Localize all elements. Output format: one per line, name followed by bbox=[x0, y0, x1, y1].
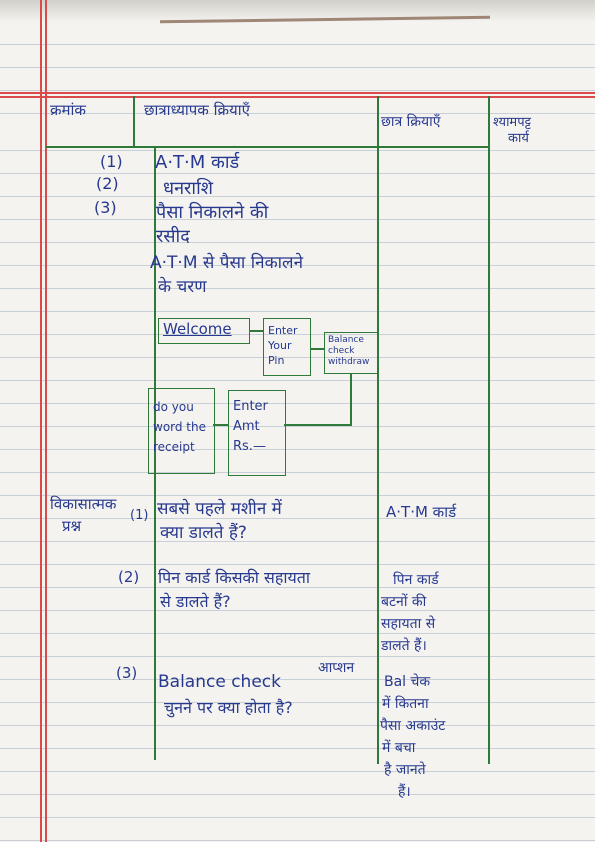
question-3-number: (3) bbox=[116, 664, 138, 682]
question-2-number: (2) bbox=[118, 568, 140, 586]
flow-enter-pin-label: Enter Your Pin bbox=[268, 324, 298, 367]
intro-item-3-line-2: रसीद bbox=[156, 226, 190, 247]
question-1-line-2: क्या डालते हैं? bbox=[160, 523, 247, 543]
question-1-number: (1) bbox=[130, 508, 149, 523]
flow-connector-2 bbox=[310, 348, 324, 350]
flow-box-enter-amount bbox=[228, 390, 286, 476]
question-2-line-2: से डालते हैं? bbox=[160, 592, 231, 611]
questions-label-line-2: प्रश्न bbox=[62, 517, 82, 535]
question-3-line-1: Balance check bbox=[158, 672, 281, 692]
answer-2-line-3: सहायता से bbox=[381, 616, 436, 632]
flow-connector-3 bbox=[350, 373, 352, 425]
answer-3-line-2: में कितना bbox=[382, 696, 429, 712]
header-blackboard-work-2: कार्य bbox=[508, 131, 529, 146]
flow-connector-4 bbox=[284, 424, 352, 426]
flow-receipt-label: do you word the receipt bbox=[153, 400, 207, 454]
questions-label-line-1: विकासात्मक bbox=[50, 495, 117, 513]
margin-line-left bbox=[40, 0, 42, 842]
answer-3-line-1: Bal चेक bbox=[384, 674, 431, 690]
intro-number-1: (1) bbox=[100, 152, 123, 171]
intro-number-2: (2) bbox=[96, 174, 119, 193]
flow-balance-label: Balance check withdraw bbox=[328, 335, 370, 367]
header-serial: क्रमांक bbox=[50, 101, 86, 119]
question-2-line-1: पिन कार्ड किसकी सहायता bbox=[158, 568, 311, 587]
answer-1: A·T·M कार्ड bbox=[386, 503, 457, 521]
answer-2-line-4: डालते हैं। bbox=[381, 638, 427, 654]
header-rule bbox=[46, 146, 488, 148]
flow-enter-amount-label: Enter Amt Rs.— bbox=[233, 399, 268, 454]
intro-item-2: धनराशि bbox=[163, 178, 213, 199]
steps-heading-line-2: के चरण bbox=[158, 277, 207, 297]
answer-3-line-6: हैं। bbox=[398, 784, 411, 800]
question-3-option-note: आप्शन bbox=[318, 660, 355, 676]
intro-item-1: A·T·M कार्ड bbox=[155, 152, 240, 173]
col-divider-3 bbox=[488, 96, 490, 764]
header-blackboard-work: श्यामपट्ट bbox=[493, 115, 531, 130]
header-margin-line-2 bbox=[0, 96, 595, 98]
steps-heading-line-1: A·T·M से पैसा निकालने bbox=[150, 253, 304, 273]
col-divider-2 bbox=[377, 96, 379, 764]
header-margin-line bbox=[0, 92, 595, 94]
answer-2-line-1: पिन कार्ड bbox=[393, 572, 439, 588]
flow-welcome-label: Welcome bbox=[163, 320, 232, 338]
question-3-line-2: चुनने पर क्या होता है? bbox=[164, 698, 293, 717]
answer-3-line-3: पैसा अकाउंट bbox=[380, 718, 446, 734]
intro-item-3-line-1: पैसा निकालने की bbox=[156, 202, 269, 223]
answer-3-line-4: में बचा bbox=[382, 740, 416, 756]
flow-box-balance bbox=[324, 332, 378, 374]
answer-3-line-5: है जानते bbox=[384, 762, 426, 778]
flow-connector-1 bbox=[249, 330, 263, 332]
col-divider-1-header bbox=[133, 96, 135, 146]
question-1-line-1: सबसे पहले मशीन में bbox=[157, 499, 282, 519]
intro-number-3: (3) bbox=[94, 198, 117, 217]
margin-line-left-2 bbox=[45, 0, 47, 842]
flow-connector-5 bbox=[213, 424, 228, 426]
flow-box-enter-pin bbox=[263, 318, 311, 376]
header-student-activities: छात्र क्रियाएँ bbox=[381, 114, 441, 130]
flow-box-welcome bbox=[158, 318, 250, 344]
answer-2-line-2: बटनों की bbox=[381, 594, 427, 610]
flow-box-receipt bbox=[148, 388, 215, 474]
header-teacher-activities: छात्राध्यापक क्रियाएँ bbox=[144, 101, 250, 119]
